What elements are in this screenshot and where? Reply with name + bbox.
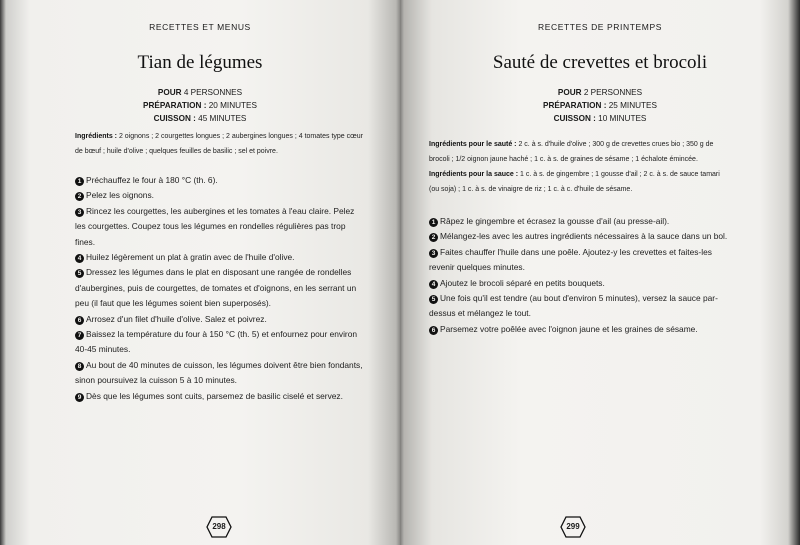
step-item: 8 Au bout de 40 minutes de cuisson, les légumes doivent être bien fondants, sinon poursuivez la cuisson 5 à 10 minutes. xyxy=(75,359,363,386)
step-item: 4 Ajoutez le brocoli séparé en petits bouquets. xyxy=(429,276,734,291)
servings-line: POUR 4 PERSONNES xyxy=(157,88,243,97)
step-item: 1 Râpez le gingembre et écrasez la gousse d'ail (au presse-ail). xyxy=(429,214,734,229)
step-number: 3 xyxy=(429,249,438,258)
step-item: 3 Faites chauffer l'huile dans une poêle. Ajoutez-y les crevettes et faites-les revenir quelques minutes. xyxy=(429,246,712,273)
step-number: 1 xyxy=(75,177,84,186)
prep-time-line: PRÉPARATION : 25 MINUTES xyxy=(543,101,657,110)
step-item: 2 Pelez les oignons. xyxy=(75,188,365,203)
page-number: 299 xyxy=(566,522,580,531)
running-header: RECETTES DE PRINTEMPS xyxy=(537,22,663,32)
right-page xyxy=(400,0,800,545)
step-number: 6 xyxy=(75,316,84,325)
step-number: 2 xyxy=(429,233,438,242)
step-number: 7 xyxy=(75,331,84,340)
recipe-steps xyxy=(429,214,734,337)
running-header: RECETTES ET MENUS xyxy=(149,22,251,32)
step-number: 4 xyxy=(429,280,438,289)
recipe-meta xyxy=(0,86,400,125)
step-item: 7 Baissez la température du four à 150 °C (th. 5) et enfournez pour environ 40-45 minutes. xyxy=(75,329,358,355)
step-item: 4 Huilez légèrement un plat à gratin avec de l'huile d'olive. xyxy=(75,250,365,265)
ingredients-list xyxy=(429,137,729,197)
step-item: 5 Une fois qu'il est tendre (au bout d'environ 5 minutes), versez la sauce par-dessus et mélangez le tout. xyxy=(429,293,718,319)
step-number: 8 xyxy=(75,362,84,371)
prep-time-line: PRÉPARATION : 20 MINUTES xyxy=(143,101,257,110)
step-number: 5 xyxy=(429,295,438,304)
step-number: 1 xyxy=(429,218,438,227)
servings-line: POUR 2 PERSONNES xyxy=(557,88,643,97)
step-number: 4 xyxy=(75,254,84,263)
cook-time-line: CUISSON : 10 MINUTES xyxy=(553,114,647,123)
step-item: 9 Dès que les légumes sont cuits, parsemez de basilic ciselé et servez. xyxy=(75,389,365,404)
ingredients-sauce-paragraph: Ingrédients pour la sauce : 1 c. à s. de gingembre ; 1 gousse d'ail ; 2 c. à s. de sauce tamari (ou soja) ; 1 c. à s. de vinaigre de riz ; 1 c. à c. d'huile de sésame. xyxy=(429,171,720,193)
recipe-meta xyxy=(400,86,800,125)
recipe-title: Tian de légumes xyxy=(137,52,263,73)
ingredients-list xyxy=(75,129,365,159)
page-number: 298 xyxy=(212,522,226,531)
page-number-badge xyxy=(206,516,232,538)
step-number: 2 xyxy=(75,192,84,201)
recipe-title: Sauté de crevettes et brocoli xyxy=(492,52,708,73)
step-number: 9 xyxy=(75,393,84,402)
ingredients-paragraph: Ingrédients : 2 oignons ; 2 courgettes longues ; 2 aubergines longues ; 4 tomates type cœur de bœuf ; huile d'olive ; quelques feuilles de basilic ; sel et poivre. xyxy=(75,133,363,155)
step-item: 1 Préchauffez le four à 180 °C (th. 6). xyxy=(75,173,365,188)
recipe-steps xyxy=(75,173,365,404)
step-item: 2 Mélangez-les avec les autres ingrédients nécessaires à la sauce dans un bol. xyxy=(429,229,734,244)
ingredients-saute-paragraph: Ingrédients pour le sauté : 2 c. à s. d'huile d'olive ; 300 g de crevettes crues bio ; 350 g de brocoli ; 1/2 oignon jaune haché ; 1 c. à s. de graines de sésame ; 1 échalote émincée. xyxy=(429,141,714,163)
step-item: 6 Arrosez d'un filet d'huile d'olive. Salez et poivrez. xyxy=(75,312,365,327)
step-item: 5 Dressez les légumes dans le plat en disposant une rangée de rondelles d'aubergines, puis de courgettes, de tomates et d'oignons, en les serrant un peu (il faut que les légumes soient bien superposés). xyxy=(75,267,357,309)
step-item: 6 Parsemez votre poêlée avec l'oignon jaune et les graines de sésame. xyxy=(429,322,734,337)
cook-time-line: CUISSON : 45 MINUTES xyxy=(153,114,247,123)
step-number: 3 xyxy=(75,208,84,217)
step-number: 5 xyxy=(75,269,84,278)
step-item: 3 Rincez les courgettes, les aubergines et les tomates à l'eau claire. Pelez les courgettes. Coupez tous les légumes en rondelles régulières pas trop fines. xyxy=(75,205,355,247)
step-number: 6 xyxy=(429,326,438,335)
page-number-badge xyxy=(560,516,586,538)
